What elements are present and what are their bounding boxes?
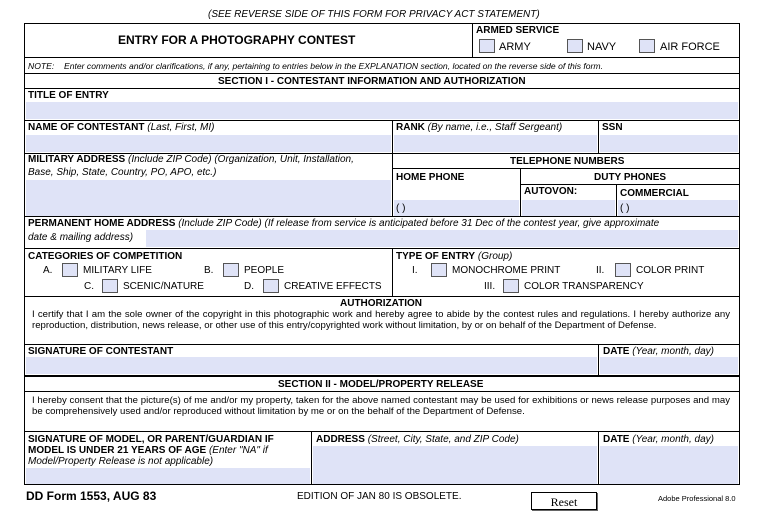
air-force-label: AIR FORCE bbox=[660, 41, 720, 53]
military-address-label-group bbox=[28, 154, 354, 166]
military-address-label: MILITARY ADDRESS bbox=[28, 154, 126, 165]
software-note: Adobe Professional 8.0 bbox=[658, 494, 736, 503]
section2-heading: SECTION II - MODEL/PROPERTY RELEASE bbox=[278, 379, 484, 390]
type-iii-letter: III. bbox=[484, 281, 496, 292]
rank-label: RANK bbox=[396, 122, 425, 133]
categories-label: CATEGORIES OF COMPETITION bbox=[28, 251, 183, 262]
category-people-label: PEOPLE bbox=[244, 265, 285, 276]
model-address-hint: (Street, City, State, and ZIP Code) bbox=[367, 434, 519, 445]
type-i-letter: I. bbox=[412, 265, 418, 276]
category-scenic-nature-label: SCENIC/NATURE bbox=[123, 281, 204, 292]
permanent-address-label: PERMANENT HOME ADDRESS bbox=[28, 218, 176, 229]
home-phone-label: HOME PHONE bbox=[396, 172, 465, 183]
edition-note: EDITION OF JAN 80 IS OBSOLETE. bbox=[297, 491, 462, 502]
category-military-life-checkbox[interactable] bbox=[62, 263, 78, 277]
ssn-field[interactable] bbox=[600, 135, 738, 152]
rank-field[interactable] bbox=[394, 135, 597, 152]
type-of-entry-hint: (Group) bbox=[477, 251, 513, 262]
category-b-letter: B. bbox=[204, 265, 214, 276]
rank-hint: (By name, i.e., Staff Sergeant) bbox=[427, 122, 563, 133]
category-military-life-label: MILITARY LIFE bbox=[83, 265, 152, 276]
type-of-entry-label: TYPE OF ENTRY bbox=[396, 251, 476, 262]
rank-label-group bbox=[396, 122, 562, 134]
authorization-text: I certify that I am the sole owner of the copyright in this photographic work and hereby agree to abide by the contest rules and regulations. I hereby authorize any reproduction, distribution, news release, or other use of this entry/copyrighted work without limitation, by or on behalf of the Department of Defense. bbox=[32, 309, 730, 331]
type-monochrome-print-checkbox[interactable] bbox=[431, 263, 447, 277]
signature-of-contestant-field[interactable] bbox=[26, 357, 597, 374]
army-label: ARMY bbox=[499, 41, 531, 53]
type-ii-letter: II. bbox=[596, 265, 605, 276]
contestant-date-field[interactable] bbox=[600, 357, 738, 374]
army-checkbox[interactable] bbox=[479, 39, 495, 53]
category-c-letter: C. bbox=[84, 281, 94, 292]
type-of-entry-label-group bbox=[396, 251, 512, 263]
autovon-field[interactable] bbox=[522, 200, 615, 216]
title-of-entry-label: TITLE OF ENTRY bbox=[28, 90, 109, 101]
permanent-address-hint1: (Include ZIP Code) (If release from service is anticipated before 31 Dec of the contest year, give approximate bbox=[178, 218, 660, 229]
model-signature-label1: SIGNATURE OF MODEL, OR PARENT/GUARDIAN IF bbox=[28, 434, 274, 445]
permanent-address-label-group bbox=[28, 218, 659, 230]
name-label: NAME OF CONTESTANT bbox=[28, 122, 145, 133]
ssn-label: SSN bbox=[602, 122, 623, 133]
model-signature-field[interactable] bbox=[26, 468, 310, 484]
name-hint: (Last, First, MI) bbox=[147, 122, 215, 133]
air-force-checkbox[interactable] bbox=[639, 39, 655, 53]
category-scenic-nature-checkbox[interactable] bbox=[102, 279, 118, 293]
commercial-label: COMMERCIAL bbox=[620, 188, 689, 199]
military-address-field[interactable] bbox=[26, 180, 391, 216]
category-d-letter: D. bbox=[244, 281, 254, 292]
duty-phones-label: DUTY PHONES bbox=[594, 172, 667, 183]
military-address-hint2: Base, Ship, State, Country, PO, APO, etc.) bbox=[28, 167, 217, 178]
model-date-label-group bbox=[603, 434, 714, 446]
authorization-heading: AUTHORIZATION bbox=[340, 298, 423, 309]
military-address-hint1: (Include ZIP Code) (Organization, Unit, Installation, bbox=[128, 154, 354, 165]
commercial-area-code: ( ) bbox=[620, 203, 630, 214]
reset-button[interactable]: Reset bbox=[531, 492, 597, 510]
model-date-label: DATE bbox=[603, 434, 630, 445]
privacy-note: (SEE REVERSE SIDE OF THIS FORM FOR PRIVACY ACT STATEMENT) bbox=[208, 9, 540, 20]
commercial-field[interactable] bbox=[618, 200, 738, 216]
contestant-date-hint: (Year, month, day) bbox=[632, 346, 714, 357]
note-prefix: NOTE: bbox=[28, 61, 55, 71]
title-of-entry-field[interactable] bbox=[26, 102, 738, 119]
type-color-print-label: COLOR PRINT bbox=[636, 265, 705, 276]
note-text: Enter comments and/or clarifications, if any, pertaining to entries below in the EXPLANATION section, located on the reverse side of this form. bbox=[64, 61, 603, 71]
model-signature-hint1: (Enter "NA" if bbox=[208, 445, 268, 456]
model-address-label: ADDRESS bbox=[316, 434, 365, 445]
permanent-address-hint2: date & mailing address) bbox=[28, 232, 134, 243]
type-color-print-checkbox[interactable] bbox=[615, 263, 631, 277]
contestant-date-label: DATE bbox=[603, 346, 630, 357]
form-number: DD Form 1553, AUG 83 bbox=[26, 489, 157, 503]
model-date-hint: (Year, month, day) bbox=[632, 434, 714, 445]
consent-text: I hereby consent that the picture(s) of me and/or my property, taken for the above named contestant may be used for exhibitions or news release purposes and may be comprehensively used and/or reproduced without limitation by me or on the behalf of the Department of Defense. bbox=[32, 395, 730, 417]
type-color-transparency-label: COLOR TRANSPARENCY bbox=[524, 281, 644, 292]
form-title: ENTRY FOR A PHOTOGRAPHY CONTEST bbox=[118, 33, 356, 47]
armed-service-label: ARMED SERVICE bbox=[476, 25, 560, 36]
autovon-label: AUTOVON: bbox=[524, 186, 578, 197]
type-color-transparency-checkbox[interactable] bbox=[503, 279, 519, 293]
navy-label: NAVY bbox=[587, 41, 617, 53]
section1-heading: SECTION I - CONTESTANT INFORMATION AND AUTHORIZATION bbox=[218, 76, 526, 87]
home-phone-area-code: ( ) bbox=[396, 203, 406, 214]
model-signature-hint2: Model/Property Release is not applicable) bbox=[28, 456, 214, 467]
telephone-numbers-label: TELEPHONE NUMBERS bbox=[510, 156, 625, 167]
type-monochrome-print-label: MONOCHROME PRINT bbox=[452, 265, 561, 276]
category-creative-effects-checkbox[interactable] bbox=[263, 279, 279, 293]
model-date-field[interactable] bbox=[600, 446, 738, 484]
category-people-checkbox[interactable] bbox=[223, 263, 239, 277]
category-creative-effects-label: CREATIVE EFFECTS bbox=[284, 281, 382, 292]
permanent-address-field[interactable] bbox=[146, 230, 738, 247]
name-of-contestant-label bbox=[28, 122, 215, 134]
home-phone-field[interactable] bbox=[394, 200, 519, 216]
model-address-label-group bbox=[316, 434, 519, 446]
model-signature-label2: MODEL IS UNDER 21 YEARS OF AGE bbox=[28, 445, 207, 456]
navy-checkbox[interactable] bbox=[567, 39, 583, 53]
name-of-contestant-field[interactable] bbox=[26, 135, 391, 152]
category-a-letter: A. bbox=[43, 265, 53, 276]
signature-of-contestant-label: SIGNATURE OF CONTESTANT bbox=[28, 346, 174, 357]
model-address-field[interactable] bbox=[313, 446, 597, 484]
